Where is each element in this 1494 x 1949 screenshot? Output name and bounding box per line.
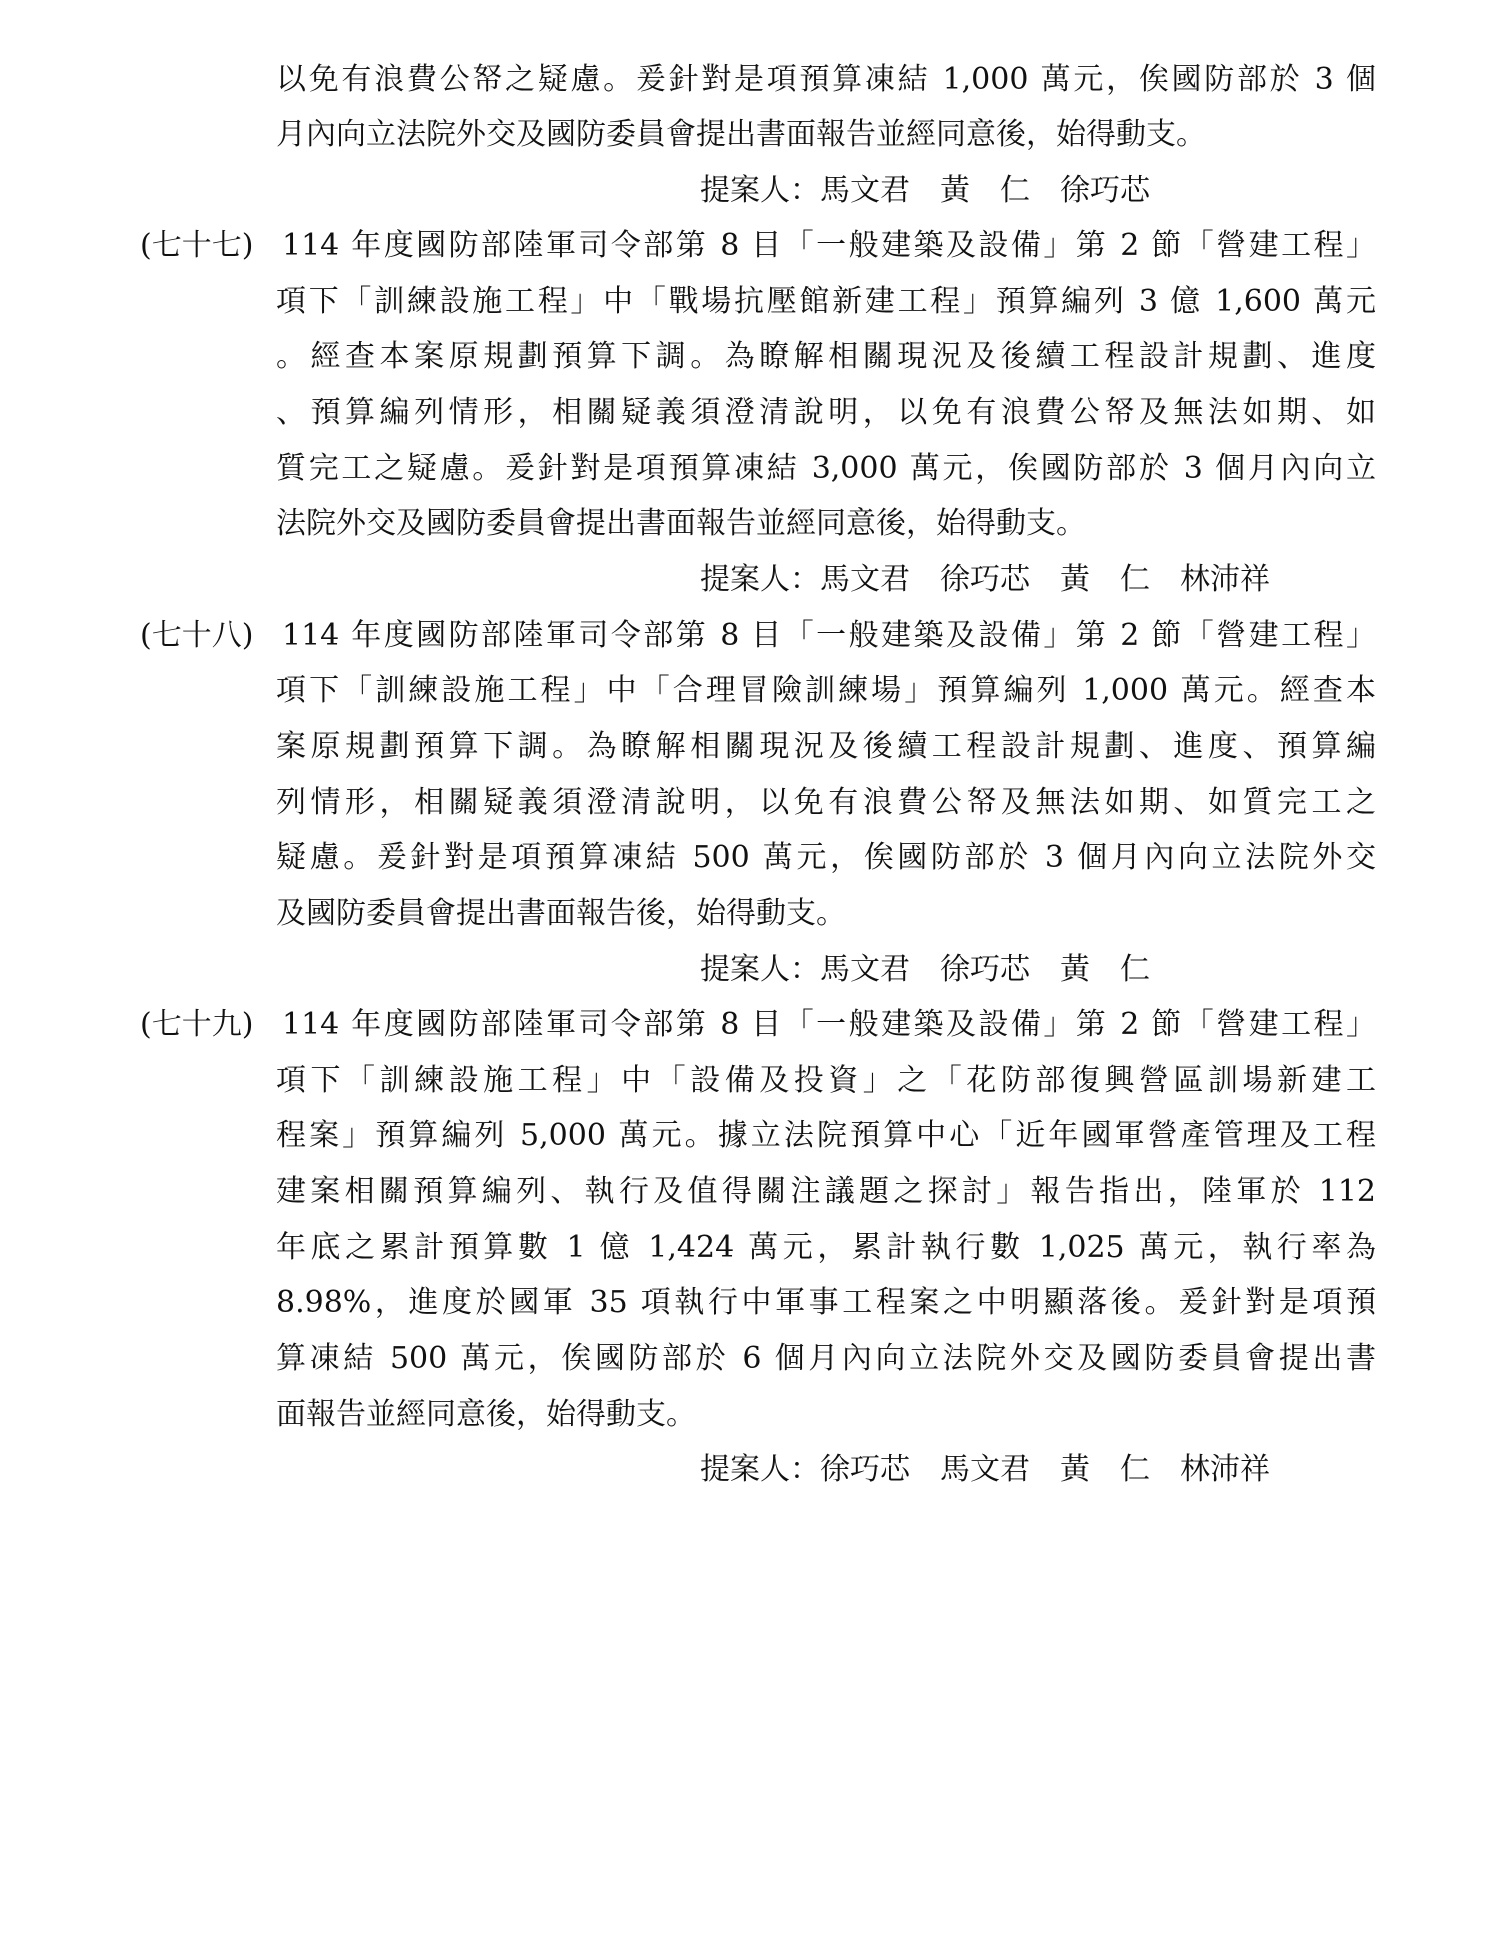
item-line: 項下「訓練設施工程」中「合理冒險訓練場」預算編列 1,000 萬元。經查本 — [276, 673, 1376, 708]
item-line: 程案」預算編列 5,000 萬元。據立法院預算中心「近年國軍營產管理及工程 — [276, 1118, 1376, 1153]
intro-line: 月內向立法院外交及國防委員會提出書面報告並經同意後，始得動支。 — [276, 117, 1206, 152]
intro-line: 以免有浪費公帑之疑慮。爰針對是項預算凍結 1,000 萬元，俟國防部於 3 個 — [276, 62, 1376, 97]
item-line: 。經查本案原規劃預算下調。為瞭解相關現況及後續工程設計規劃、進度 — [276, 339, 1376, 374]
item-line: 8.98%，進度於國軍 35 項執行中軍事工程案之中明顯落後。爰針對是項預 — [276, 1285, 1376, 1320]
item-line: 面報告並經同意後，始得動支。 — [276, 1397, 696, 1432]
item-proposer: 提案人：馬文君 徐巧芯 黃 仁 — [700, 952, 1150, 987]
item-proposer: 提案人：徐巧芯 馬文君 黃 仁 林沛祥 — [700, 1452, 1270, 1487]
item-line: 質完工之疑慮。爰針對是項預算凍結 3,000 萬元，俟國防部於 3 個月內向立 — [276, 451, 1376, 486]
item-number: (七十七) — [140, 228, 254, 263]
item-line: 建案相關預算編列、執行及值得關注議題之探討」報告指出，陸軍於 112 — [276, 1174, 1376, 1209]
item-line: 114 年度國防部陸軍司令部第 8 目「一般建築及設備」第 2 節「營建工程」 — [282, 228, 1376, 263]
item-line: 案原規劃預算下調。為瞭解相關現況及後續工程設計規劃、進度、預算編 — [276, 729, 1376, 764]
item-number: (七十九) — [140, 1007, 254, 1042]
item-line: 項下「訓練設施工程」中「設備及投資」之「花防部復興營區訓場新建工 — [276, 1063, 1376, 1098]
item-proposer: 提案人：馬文君 徐巧芯 黃 仁 林沛祥 — [700, 562, 1270, 597]
item-line: 項下「訓練設施工程」中「戰場抗壓館新建工程」預算編列 3 億 1,600 萬元 — [276, 284, 1376, 319]
item-line: 及國防委員會提出書面報告後，始得動支。 — [276, 896, 846, 931]
item-line: 、預算編列情形，相關疑義須澄清說明，以免有浪費公帑及無法如期、如 — [276, 395, 1376, 430]
item-line: 疑慮。爰針對是項預算凍結 500 萬元，俟國防部於 3 個月內向立法院外交 — [276, 840, 1376, 875]
item-line: 114 年度國防部陸軍司令部第 8 目「一般建築及設備」第 2 節「營建工程」 — [282, 618, 1376, 653]
item-line: 114 年度國防部陸軍司令部第 8 目「一般建築及設備」第 2 節「營建工程」 — [282, 1007, 1376, 1042]
intro-proposer: 提案人：馬文君 黃 仁 徐巧芯 — [700, 173, 1150, 208]
item-line: 列情形，相關疑義須澄清說明，以免有浪費公帑及無法如期、如質完工之 — [276, 785, 1376, 820]
item-line: 年底之累計預算數 1 億 1,424 萬元，累計執行數 1,025 萬元，執行率為 — [276, 1230, 1376, 1265]
item-line: 法院外交及國防委員會提出書面報告並經同意後，始得動支。 — [276, 506, 1086, 541]
item-line: 算凍結 500 萬元，俟國防部於 6 個月內向立法院外交及國防委員會提出書 — [276, 1341, 1376, 1376]
item-number: (七十八) — [140, 618, 254, 653]
